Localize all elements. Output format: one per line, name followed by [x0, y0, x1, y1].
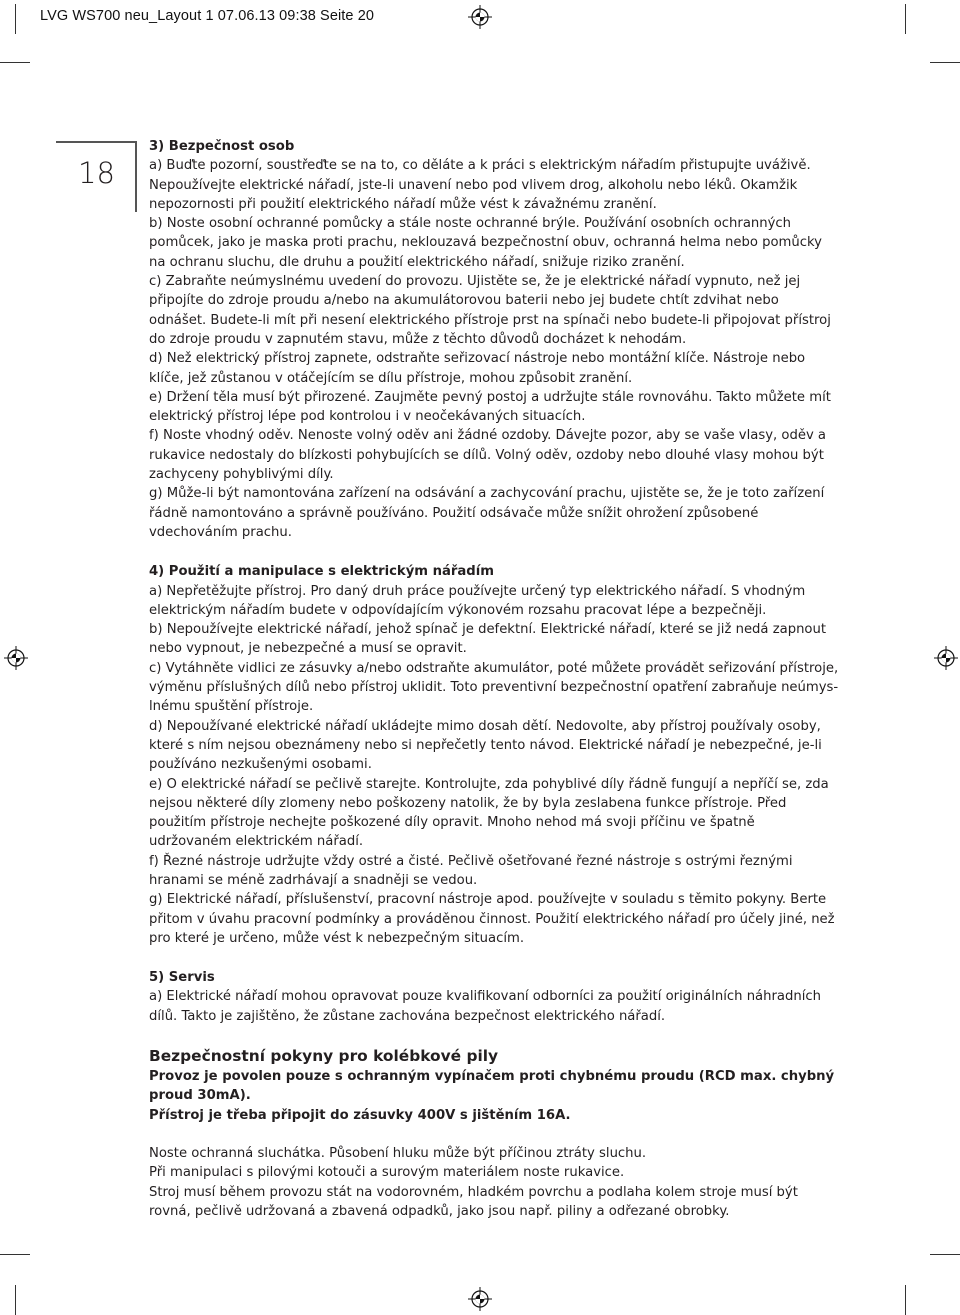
saw-safety-heading: Bezpečnostní pokyny pro kolébkové pily [149, 1047, 499, 1066]
paragraph: d) Nepoužívané elektrické nářadí ukládejte mimo dosah dětí. Nedovolte, aby přístroj používaly osoby, které s ním nejsou obeznámeny nebo si nepřečetly tento návod. Elektrické nářadí je nebezpečné, je-li používáno nezkušenými osobami. [149, 718, 822, 773]
paragraph: Noste ochranná sluchátka. Působení hluku může být příčinou ztráty sluchu. [149, 1145, 647, 1161]
paragraph: b) Noste osobní ochranné pomůcky a stále noste ochranné brýle. Používání osobních ochranných pomůcek, jako je maska proti prachu, neklouzavá bezpečnostní obuv, ochranná helma nebo pomůcky na ochranu sluchu, dle druhu a použití elektrického nářadí, snižuje riziko zranění. [149, 216, 822, 270]
paragraph: f) Noste vhodný oděv. Nenoste volný oděv ani žádné ozdoby. Dávejte pozor, aby se vaše vlasy, oděv a rukavice nedostaly do blízkosti pohybujících se dílů. Volný oděv, ozdoby nebo dlouhé vlasy mohou být zachyceny pohyblivými díly. [149, 428, 827, 483]
crop-mark [0, 62, 30, 63]
crop-mark [930, 62, 960, 63]
page-number: 18 [78, 156, 115, 190]
section-heading: 4) Použití a manipulace s elektrickým nářadím [149, 564, 495, 580]
crop-mark [905, 4, 906, 34]
registration-mark-icon [468, 1287, 492, 1311]
bold-notice: Přístroj je třeba připojit do zásuvky 400V s jištěním 16A. [149, 1107, 571, 1123]
crop-mark [930, 1254, 960, 1255]
paragraph: b) Nepoužívejte elektrické nářadí, jehož spínač je defektní. Elektrické nářadí, které se již nedá zapnout nebo vypnout, je nebezpečné a musí se opravit. [149, 622, 827, 657]
paragraph: g) Může-li být namontována zařízení na odsávání a zachycování prachu, ujistěte se, že je toto zařízení řádně namontováno a správně používáno. Použití odsávače může snížit ohrožení způsobené vdechováním prachu. [149, 486, 825, 540]
section-heading: 5) Servis [149, 970, 215, 986]
crop-mark [905, 1285, 906, 1315]
paragraph: d) Než elektrický přístroj zapnete, odstraňte seřizovací nástroje nebo montážní klíče. Nástroje nebo klíče, jež zůstanou v otáčejícím se dílu přístroje, mohou způsobit zranění. [149, 351, 806, 386]
paragraph: a) Buďte pozorní, soustřeďte se na to, co děláte a k práci s elektrickým nářadím přistupujte uváživě. Nepoužívejte elektrické nářadí, jste-li unavení nebo pod vlivem drog, alkoholu nebo léků. Okamžik nepozornosti při použití elektrického nářadí může vést k závažnému zranění. [149, 158, 811, 212]
document-body [149, 137, 839, 1221]
paragraph: c) Zabraňte neúmyslnému uvedení do provozu. Ujistěte se, že je elektrické nářadí vypnuto, než jej připojíte do zdroje proudu a/nebo na akumulátorovou baterii nebo jej budete chtít zdvihat nebo odnášet. Budete-li mít při nesení elektrického přístroje prst na spínači nebo budete-li připojovat přístroj do zdroje proudu v zapnutém stavu, může z těchto důvodů docházet k nehodám. [149, 274, 831, 347]
registration-mark-icon [934, 646, 958, 670]
paragraph: c) Vytáhněte vidlici ze zásuvky a/nebo odstraňte akumulátor, poté můžete provádět seřizování přístroje, výměnu příslušných dílů nebo přístroj uklidit. Toto preventivní bezpečnostní opatření zabraňuje neúmys-lnému spuštění přístroje. [149, 660, 839, 715]
paragraph: Stroj musí během provozu stát na vodorovném, hladkém povrchu a podlaha kolem stroje musí být rovná, pečlivě udržovaná a zbavená odpadků, jako jsou např. piliny a odřezané obrobky. [149, 1184, 798, 1219]
section-heading: 3) Bezpečnost osob [149, 139, 295, 154]
print-slug: LVG WS700 neu_Layout 1 07.06.13 09:38 Seite 20 [40, 8, 375, 24]
crop-mark [0, 1254, 30, 1255]
crop-mark [15, 1285, 16, 1315]
crop-mark [15, 4, 16, 34]
paragraph: g) Elektrické nářadí, příslušenství, pracovní nástroje apod. používejte v souladu s těmito pokyny. Berte přitom v úvahu pracovní podmínky a prováděnou činnost. Použití elektrického nářadí pro účely jiné, než pro které je určeno, může vést k nebezpečným situacím. [149, 892, 835, 946]
paragraph: e) O elektrické nářadí se pečlivě starejte. Kontrolujte, zda pohyblivé díly řádně fungují a nepříčí se, zda nejsou některé díly zlomeny nebo poškozeny natolik, že by byla zeslabena funkce přístroje. Před použitím přístroje nechejte poškozené díly opravit. Mnoho nehod má svoji příčinu ve špatně udržovaném elektrickém nářadí. [149, 776, 829, 850]
bold-notice: Provoz je povolen pouze s ochranným vypínačem proti chybnému proudu (RCD max. chybný proud 30mA). [149, 1069, 835, 1104]
registration-mark-icon [468, 5, 492, 29]
paragraph: a) Elektrické nářadí mohou opravovat pouze kvalifikovaní odborníci za použití originálních náhradních dílů. Takto je zajištěno, že zůstane zachována bezpečnost elektrického nářadí. [149, 989, 822, 1024]
paragraph: Při manipulaci s pilovými kotouči a surovým materiálem noste rukavice. [149, 1165, 625, 1181]
paragraph: f) Řezné nástroje udržujte vždy ostré a čisté. Pečlivě ošetřované řezné nástroje s ostrými řeznými hranami se méně zadrhávají a snadněji se vedou. [149, 853, 793, 888]
paragraph: a) Nepřetěžujte přístroj. Pro daný druh práce používejte určený typ elektrického nářadí. S vhodným elektrickým nářadím budete v odpovídajícím výkonovém rozsahu pracovat lépe a bezpečněji. [149, 583, 806, 618]
registration-mark-icon [4, 646, 28, 670]
paragraph: e) Držení těla musí být přirozené. Zaujměte pevný postoj a udržujte stále rovnováhu. Takto můžete mít elektrický přístroj lépe pod kontrolou i v neočekávaných situacích. [149, 389, 831, 425]
